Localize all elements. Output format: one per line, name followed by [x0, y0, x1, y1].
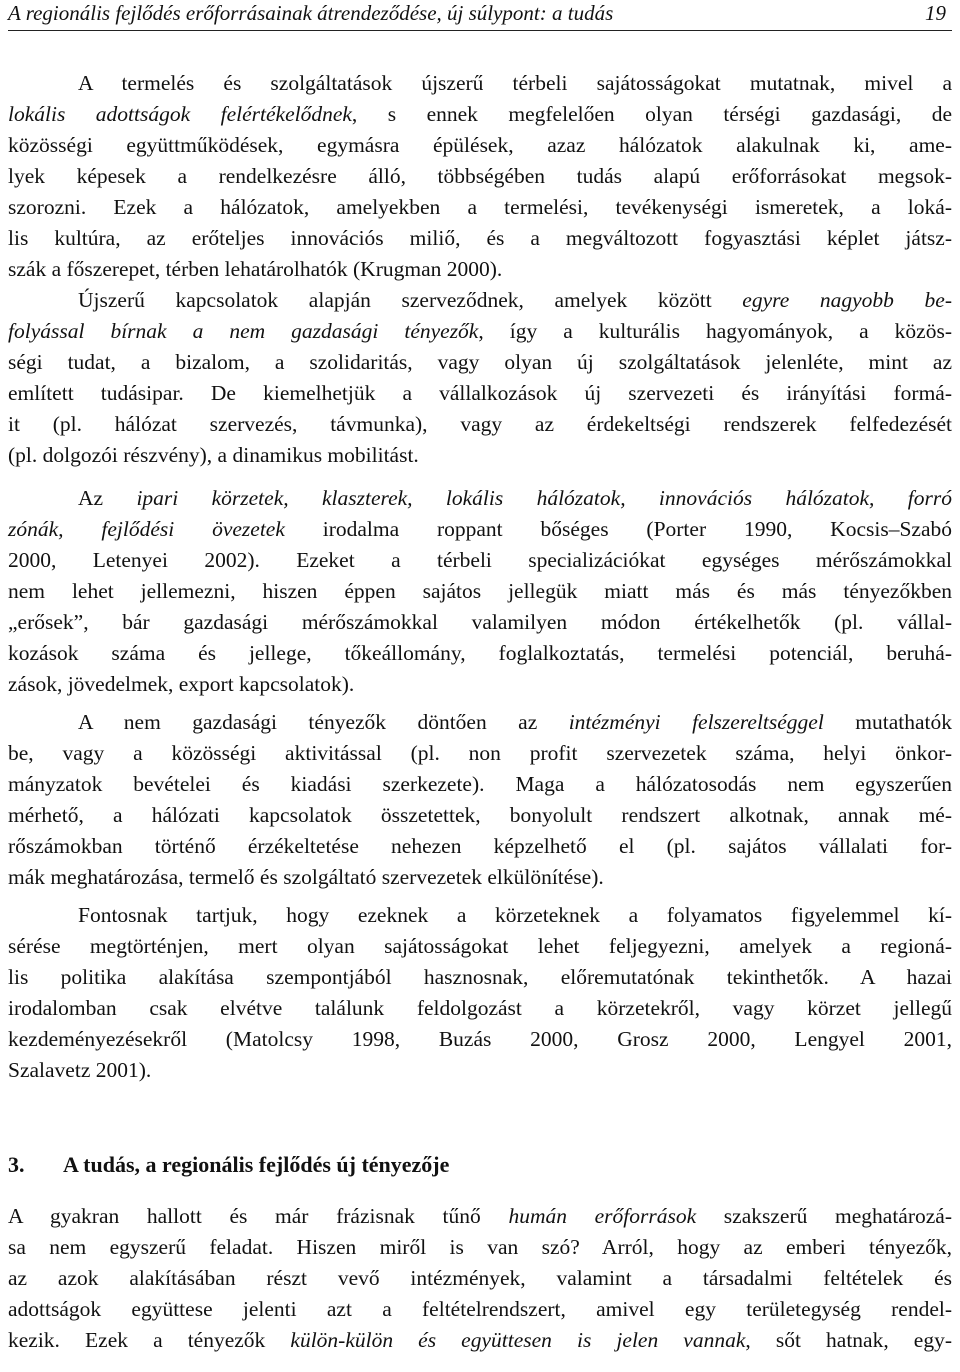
text-segment: lis kultúra, az erőteljes innovációs miliő, és a megváltozott fogyasztási képlet játsz-: [8, 226, 952, 250]
text-segment: szakszerű meghatározá-: [696, 1204, 953, 1228]
text-line: [8, 740, 952, 766]
text-line: [8, 1265, 952, 1291]
text-segment: közösségi együttműködések, egymásra épülések, azaz hálózatok alakulnak ki, ame-: [8, 133, 952, 157]
text-line: [8, 1234, 952, 1260]
text-segment: kezik. Ezek a tényezők: [8, 1328, 291, 1352]
text-line: [8, 442, 952, 468]
text-line: [8, 1203, 952, 1229]
text-line: [8, 194, 952, 220]
text-line: [8, 318, 952, 344]
text-segment: it (pl. hálózat szervezés, távmunka), vagy az érdekeltségi rendszerek felfedezését: [8, 412, 952, 436]
italic-text: ipari körzetek, klaszterek, lokális hálózatok, innovációs hálózatok, forró: [136, 486, 952, 510]
text-segment: Fontosnak tartjuk, hogy ezeknek a körzeteknek a folyamatos figyelemmel kí-: [78, 903, 952, 927]
text-segment: be, vagy a közösségi aktivitással (pl. non profit szervezetek száma, helyi önkor-: [8, 741, 952, 765]
text-segment: (pl. dolgozói részvény), a dinamikus mobilitást.: [8, 443, 419, 467]
text-line: [8, 485, 952, 511]
text-line: [8, 225, 952, 251]
text-line: [8, 640, 952, 666]
text-segment: mák meghatározása, termelő és szolgáltató szervezetek elkülönítése).: [8, 865, 604, 889]
running-header: [8, 0, 952, 31]
text-segment: sérése megtörténjen, mert olyan sajátosságokat lehet feljegyezni, amelyek a regioná-: [8, 934, 952, 958]
text-line: [8, 833, 952, 859]
text-line: [8, 1327, 952, 1353]
text-segment: Újszerű kapcsolatok alapján szerveződnek, amelyek között: [78, 288, 743, 312]
text-segment: mányzatok bevételei és kiadási szerkezete). Maga a hálózatosodás nem egyszerűen: [8, 772, 952, 796]
text-segment: kozások száma és jellege, tőkeállomány, foglalkoztatás, termelési potenciál, beruhá-: [8, 641, 952, 665]
text-segment: mérhető, a hálózati kapcsolatok összetettek, bonyolult rendszert alkotnak, annak mé-: [8, 803, 952, 827]
section-heading: [8, 1152, 952, 1178]
text-segment: kezdeményezésekről (Matolcsy 1998, Buzás 2000, Grosz 2000, Lengyel 2001,: [8, 1027, 952, 1051]
text-line: [8, 516, 952, 542]
text-line: [8, 287, 952, 313]
running-header-title: A regionális fejlődés erőforrásainak átrendeződése, új súlypont: a tudás: [8, 1, 614, 25]
text-segment: az azok alakításában részt vevő intézmények, valamint a társadalmi feltételek és: [8, 1266, 952, 1290]
text-segment: nem lehet jellemezni, hiszen éppen sajátos jellegük miatt más és más tényezőkben: [8, 579, 952, 603]
text-segment: irodalomban csak elvétve találunk feldolgozást a körzetekről, vagy körzet jellegű: [8, 996, 952, 1020]
text-line: [8, 771, 952, 797]
italic-text: egyre nagyobb be-: [742, 288, 952, 312]
italic-text: folyással bírnak a nem gazdasági tényezők: [8, 319, 479, 343]
text-line: [8, 1057, 952, 1083]
text-line: [8, 902, 952, 928]
text-segment: , sőt hatnak, egy-: [745, 1328, 953, 1352]
text-line: [8, 411, 952, 437]
text-segment: Az: [78, 486, 137, 510]
text-line: [8, 578, 952, 604]
text-line: [8, 132, 952, 158]
text-segment: , így a kulturális hagyományok, a közös-: [478, 319, 952, 343]
text-line: [8, 671, 952, 697]
text-line: [8, 547, 952, 573]
text-segment: A termelés és szolgáltatások újszerű térbeli sajátosságokat mutatnak, mivel a: [78, 71, 952, 95]
text-line: [8, 933, 952, 959]
section-title: A tudás, a regionális fejlődés új tényezője: [63, 1152, 450, 1177]
text-segment: említett tudásipar. De kiemelhetjük a vállalkozások új szervezeti és irányítási formá-: [8, 381, 952, 405]
text-segment: szorozni. Ezek a hálózatok, amelyekben a termelési, tevékenységi ismeretek, a loká-: [8, 195, 952, 219]
text-segment: mutathatók: [823, 710, 952, 734]
italic-text: humán erőforrások: [508, 1204, 697, 1228]
text-line: [8, 709, 952, 735]
text-segment: ségi tudat, a bizalom, a szolidaritás, vagy olyan új szolgáltatások jelenléte, mint az: [8, 350, 952, 374]
text-segment: , s ennek megfelelően olyan térségi gazdasági, de: [351, 102, 952, 126]
text-line: [8, 995, 952, 1021]
italic-text: intézményi felszereltséggel: [568, 710, 824, 734]
text-line: [8, 256, 952, 282]
text-line: [8, 802, 952, 828]
italic-text: zónák, fejlődési övezetek: [8, 517, 285, 541]
text-segment: sa nem egyszerű feladat. Hiszen miről is van szó? Arról, hogy az emberi tényezők,: [8, 1235, 952, 1259]
text-line: [8, 1296, 952, 1322]
text-segment: Szalavetz 2001).: [8, 1058, 152, 1082]
text-segment: lis politika alakítása szempontjából hasznosnak, előremutatónak tekinthetők. A hazai: [8, 965, 952, 989]
text-line: [8, 864, 952, 890]
text-segment: 2000, Letenyei 2002). Ezeket a térbeli specializációkat egységes mérőszámokkal: [8, 548, 952, 572]
text-segment: irodalma roppant bőséges (Porter 1990, Kocsis–Szabó: [284, 517, 952, 541]
text-segment: lyek képesek a rendelkezésre álló, többségében tudás alapú erőforrásokat megsok-: [8, 164, 952, 188]
text-line: [8, 163, 952, 189]
text-segment: zások, jövedelmek, export kapcsolatok).: [8, 672, 355, 696]
page-number: 19: [925, 1, 946, 25]
text-line: [8, 964, 952, 990]
text-line: [8, 70, 952, 96]
text-segment: A nem gazdasági tényezők döntően az: [78, 710, 569, 734]
text-segment: adottságok együttese jelenti azt a feltételrendszert, amivel egy területegység rendel-: [8, 1297, 952, 1321]
text-segment: szák a főszerepet, térben lehatárolhatók (Krugman 2000).: [8, 257, 503, 281]
text-segment: rőszámokban történő érzékeltetése nehezen képzelhető el (pl. sajátos vállalati for-: [8, 834, 952, 858]
text-line: [8, 380, 952, 406]
section-number: 3.: [8, 1152, 25, 1177]
text-segment: „erősek”, bár gazdasági mérőszámokkal valamilyen módon értékelhetők (pl. vállal-: [8, 610, 952, 634]
italic-text: külön-külön és együttesen is jelen vannak: [290, 1328, 746, 1352]
text-line: [8, 1026, 952, 1052]
text-segment: A gyakran hallott és már frázisnak tűnő: [8, 1204, 509, 1228]
text-line: [8, 349, 952, 375]
text-line: [8, 609, 952, 635]
italic-text: lokális adottságok felértékelődnek: [8, 102, 352, 126]
text-line: [8, 101, 952, 127]
